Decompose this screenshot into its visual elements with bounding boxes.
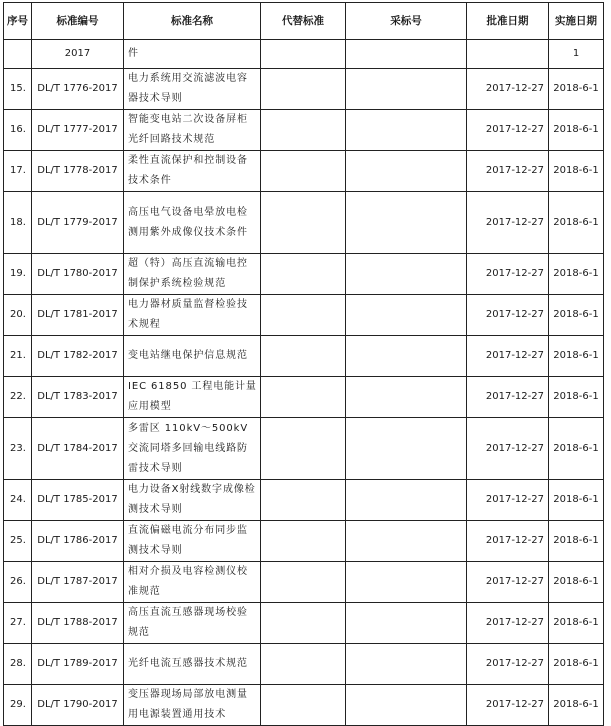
standard-code: DL/T 1785-2017 (32, 480, 124, 521)
table-row (4, 603, 604, 644)
standard-name: 件 (124, 40, 261, 69)
adopted-standard (346, 480, 467, 521)
replaced-standard (261, 151, 346, 192)
table-header (4, 3, 604, 40)
standards-table (3, 2, 604, 726)
approve-date: 2017-12-27 (467, 562, 549, 603)
standard-name: 直流偏磁电流分布同步监测技术导则 (124, 521, 261, 562)
adopted-standard (346, 192, 467, 254)
row-number: 20. (4, 295, 32, 336)
row-number (4, 40, 32, 69)
implement-date: 1 (549, 40, 604, 69)
row-number: 15. (4, 69, 32, 110)
table-row (4, 336, 604, 377)
replaced-standard (261, 336, 346, 377)
replaced-standard (261, 562, 346, 603)
table-row (4, 562, 604, 603)
adopted-standard (346, 40, 467, 69)
implement-date: 2018-6-1 (549, 192, 604, 254)
row-number: 25. (4, 521, 32, 562)
table-row (4, 685, 604, 726)
row-number: 19. (4, 254, 32, 295)
standard-name: 光纤电流互感器技术规范 (124, 644, 261, 685)
row-number: 26. (4, 562, 32, 603)
table-row (4, 480, 604, 521)
replaced-standard (261, 521, 346, 562)
standard-code: DL/T 1777-2017 (32, 110, 124, 151)
row-number: 21. (4, 336, 32, 377)
table-row (4, 192, 604, 254)
standard-name: 变压器现场局部放电测量用电源装置通用技术 (124, 685, 261, 726)
standard-name: 多雷区 110kV～500kV 交流同塔多回输电线路防雷技术导则 (124, 418, 261, 480)
header-adopt: 采标号 (346, 3, 467, 40)
row-number: 29. (4, 685, 32, 726)
table-row (4, 40, 604, 69)
standard-name: 高压直流互感器现场校验规范 (124, 603, 261, 644)
header-code: 标准编号 (32, 3, 124, 40)
approve-date (467, 40, 549, 69)
standard-code: DL/T 1783-2017 (32, 377, 124, 418)
replaced-standard (261, 480, 346, 521)
standard-code: 2017 (32, 40, 124, 69)
header-replaces: 代替标准 (261, 3, 346, 40)
table-row (4, 644, 604, 685)
implement-date: 2018-6-1 (549, 336, 604, 377)
row-number: 28. (4, 644, 32, 685)
approve-date: 2017-12-27 (467, 644, 549, 685)
implement-date: 2018-6-1 (549, 603, 604, 644)
standard-name: IEC 61850 工程电能计量应用模型 (124, 377, 261, 418)
implement-date: 2018-6-1 (549, 69, 604, 110)
row-number: 16. (4, 110, 32, 151)
replaced-standard (261, 644, 346, 685)
approve-date: 2017-12-27 (467, 151, 549, 192)
approve-date: 2017-12-27 (467, 110, 549, 151)
approve-date: 2017-12-27 (467, 480, 549, 521)
adopted-standard (346, 336, 467, 377)
table-row (4, 69, 604, 110)
standard-code: DL/T 1782-2017 (32, 336, 124, 377)
standard-code: DL/T 1784-2017 (32, 418, 124, 480)
approve-date: 2017-12-27 (467, 685, 549, 726)
replaced-standard (261, 69, 346, 110)
adopted-standard (346, 254, 467, 295)
standard-code: DL/T 1781-2017 (32, 295, 124, 336)
table-body (4, 40, 604, 726)
header-approve-date: 批准日期 (467, 3, 549, 40)
standard-name: 电力系统用交流滤波电容器技术导则 (124, 69, 261, 110)
row-number: 24. (4, 480, 32, 521)
standard-name: 智能变电站二次设备屏柜光纤回路技术规范 (124, 110, 261, 151)
implement-date: 2018-6-1 (549, 110, 604, 151)
replaced-standard (261, 110, 346, 151)
table-row (4, 521, 604, 562)
implement-date: 2018-6-1 (549, 562, 604, 603)
table-row (4, 295, 604, 336)
row-number: 17. (4, 151, 32, 192)
approve-date: 2017-12-27 (467, 418, 549, 480)
adopted-standard (346, 644, 467, 685)
row-number: 22. (4, 377, 32, 418)
table-row (4, 151, 604, 192)
standard-code: DL/T 1790-2017 (32, 685, 124, 726)
standard-code: DL/T 1786-2017 (32, 521, 124, 562)
header-name: 标准名称 (124, 3, 261, 40)
adopted-standard (346, 69, 467, 110)
standard-name: 电力器材质量监督检验技术规程 (124, 295, 261, 336)
approve-date: 2017-12-27 (467, 603, 549, 644)
header-implement-date: 实施日期 (549, 3, 604, 40)
standard-name: 相对介损及电容检测仪校准规范 (124, 562, 261, 603)
replaced-standard (261, 192, 346, 254)
adopted-standard (346, 685, 467, 726)
adopted-standard (346, 521, 467, 562)
standard-code: DL/T 1779-2017 (32, 192, 124, 254)
standard-name: 高压电气设备电晕放电检测用紫外成像仪技术条件 (124, 192, 261, 254)
implement-date: 2018-6-1 (549, 377, 604, 418)
standard-name: 电力设备X射线数字成像检测技术导则 (124, 480, 261, 521)
table-row (4, 254, 604, 295)
standard-code: DL/T 1787-2017 (32, 562, 124, 603)
approve-date: 2017-12-27 (467, 521, 549, 562)
replaced-standard (261, 254, 346, 295)
table-row (4, 110, 604, 151)
table-row (4, 418, 604, 480)
implement-date: 2018-6-1 (549, 480, 604, 521)
implement-date: 2018-6-1 (549, 521, 604, 562)
implement-date: 2018-6-1 (549, 644, 604, 685)
standard-code: DL/T 1788-2017 (32, 603, 124, 644)
approve-date: 2017-12-27 (467, 336, 549, 377)
standard-name: 变电站继电保护信息规范 (124, 336, 261, 377)
approve-date: 2017-12-27 (467, 377, 549, 418)
replaced-standard (261, 377, 346, 418)
adopted-standard (346, 110, 467, 151)
implement-date: 2018-6-1 (549, 685, 604, 726)
approve-date: 2017-12-27 (467, 69, 549, 110)
replaced-standard (261, 685, 346, 726)
adopted-standard (346, 295, 467, 336)
standard-name: 超（特）高压直流输电控制保护系统检验规范 (124, 254, 261, 295)
replaced-standard (261, 418, 346, 480)
replaced-standard (261, 295, 346, 336)
standard-name: 柔性直流保护和控制设备技术条件 (124, 151, 261, 192)
row-number: 23. (4, 418, 32, 480)
row-number: 27. (4, 603, 32, 644)
adopted-standard (346, 377, 467, 418)
adopted-standard (346, 562, 467, 603)
approve-date: 2017-12-27 (467, 295, 549, 336)
standard-code: DL/T 1780-2017 (32, 254, 124, 295)
standard-code: DL/T 1776-2017 (32, 69, 124, 110)
standard-code: DL/T 1778-2017 (32, 151, 124, 192)
header-no: 序号 (4, 3, 32, 40)
approve-date: 2017-12-27 (467, 254, 549, 295)
implement-date: 2018-6-1 (549, 418, 604, 480)
replaced-standard (261, 603, 346, 644)
adopted-standard (346, 151, 467, 192)
table-row (4, 377, 604, 418)
implement-date: 2018-6-1 (549, 151, 604, 192)
standard-code: DL/T 1789-2017 (32, 644, 124, 685)
implement-date: 2018-6-1 (549, 295, 604, 336)
adopted-standard (346, 603, 467, 644)
row-number: 18. (4, 192, 32, 254)
adopted-standard (346, 418, 467, 480)
implement-date: 2018-6-1 (549, 254, 604, 295)
approve-date: 2017-12-27 (467, 192, 549, 254)
replaced-standard (261, 40, 346, 69)
